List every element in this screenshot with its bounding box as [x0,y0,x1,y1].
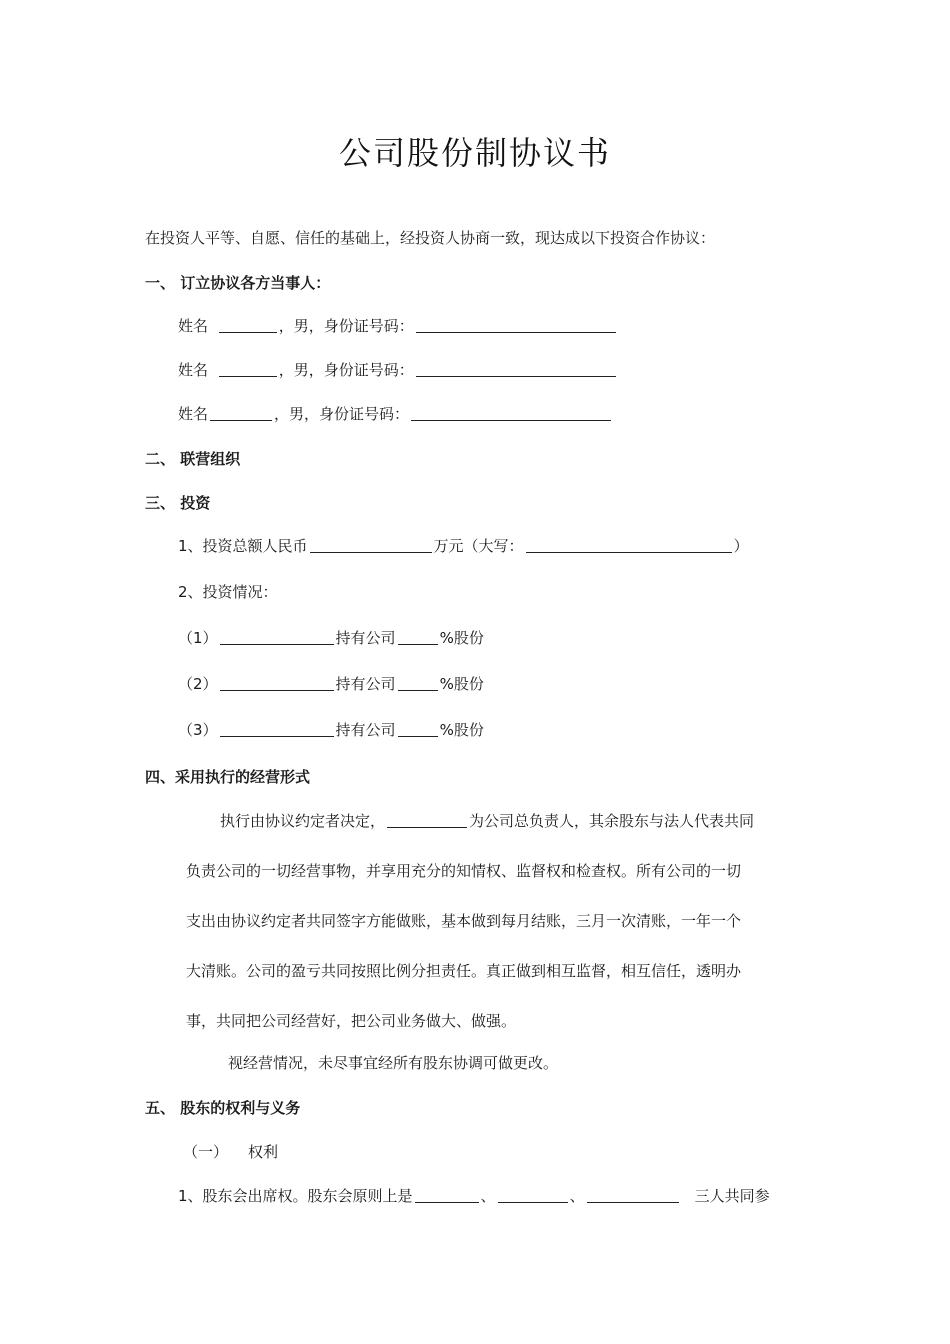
holding-text: 持有公司 [335,721,396,739]
management-paragraph-first-line [220,811,754,831]
amendment-paragraph: 视经营情况，未尽事宜经所有股东协调可做更改。 [228,1054,559,1072]
shareholder-blank-2[interactable] [498,1186,568,1203]
party-line [178,360,618,380]
section5-heading: 五、 股东的权利与义务 [145,1099,301,1117]
holding-line [178,628,484,648]
investment-status-label: 2、投资情况： [178,583,278,601]
investment-amount-blank[interactable] [310,536,432,553]
holding-text: 持有公司 [335,675,396,693]
investment-total-line [178,536,749,556]
name-label: 姓名 [178,361,209,379]
percent-blank[interactable] [398,628,438,645]
section2-heading: 二、 联营组织 [145,450,241,468]
id-number-blank[interactable] [416,360,616,377]
gender-id-label: ，男，身份证号码： [278,361,414,379]
holder-blank[interactable] [220,628,334,645]
party-line [178,404,613,424]
management-paragraph-line: 大清账。公司的盈亏共同按照比例分担责任。真正做到相互监督，相互信任，透明办 [186,962,742,980]
name-blank[interactable] [219,316,277,333]
holder-blank[interactable] [220,720,334,737]
id-number-blank[interactable] [416,316,616,333]
name-label: 姓名 [178,317,209,335]
shareholder-blank-3[interactable] [587,1186,679,1203]
document-title: 公司股份制协议书 [338,134,611,172]
meeting-right-text: 1、股东会出席权。股东会原则上是 [178,1187,413,1205]
holding-line [178,720,484,740]
meeting-right-continuation: 三人共同参 [694,1187,770,1205]
uppercase-amount-blank[interactable] [526,536,732,553]
uppercase-label: 万元（大写： [433,537,524,555]
management-paragraph-line: 负责公司的一切经营事物，并享用充分的知情权、监督权和检查权。所有公司的一切 [186,862,742,880]
id-number-blank[interactable] [411,404,611,421]
percent-blank[interactable] [398,674,438,691]
intro-paragraph: 在投资人平等、自愿、信任的基础上，经投资人协商一致，现达成以下投资合作协议： [145,229,716,247]
section1-heading: 一、 订立协议各方当事人： [145,274,331,292]
section3-heading: 三、 投资 [145,494,211,512]
holding-text: 持有公司 [335,629,396,647]
rights-subheading [183,1142,278,1162]
gender-id-label: ，男，身份证号码： [274,405,410,423]
holding-number: （2） [178,675,218,693]
name-blank[interactable] [219,360,277,377]
section4-heading: 四、采用执行的经营形式 [145,768,311,786]
paragraph-continuation: 为公司总负责人，其余股东与法人代表共同 [469,812,755,830]
gender-id-label: ，男，身份证号码： [278,317,414,335]
investment-total-label: 1、投资总额人民币 [178,537,308,555]
holding-suffix: %股份 [439,721,484,739]
close-paren: ） [733,537,749,555]
management-paragraph-line: 支出由协议约定者共同签字方能做账，基本做到每月结账，三月一次清账，一年一个 [186,912,742,930]
name-blank[interactable] [210,404,272,421]
management-paragraph-line: 事，共同把公司经营好，把公司业务做大、做强。 [186,1012,517,1030]
shareholder-blank-1[interactable] [415,1186,479,1203]
name-label: 姓名 [178,405,209,423]
percent-blank[interactable] [398,720,438,737]
shareholder-meeting-line [178,1186,770,1206]
subheading-label: 权利 [248,1143,279,1161]
party-line [178,316,618,336]
holding-suffix: %股份 [439,675,484,693]
holding-number: （3） [178,721,218,739]
separator: 、 [569,1187,585,1205]
paragraph-start: 执行由协议约定者决定， [220,812,386,830]
holding-line [178,674,484,694]
holding-number: （1） [178,629,218,647]
subheading-number: （一） [183,1143,229,1161]
holder-blank[interactable] [220,674,334,691]
separator: 、 [480,1187,496,1205]
holding-suffix: %股份 [439,629,484,647]
general-manager-blank[interactable] [387,811,467,828]
